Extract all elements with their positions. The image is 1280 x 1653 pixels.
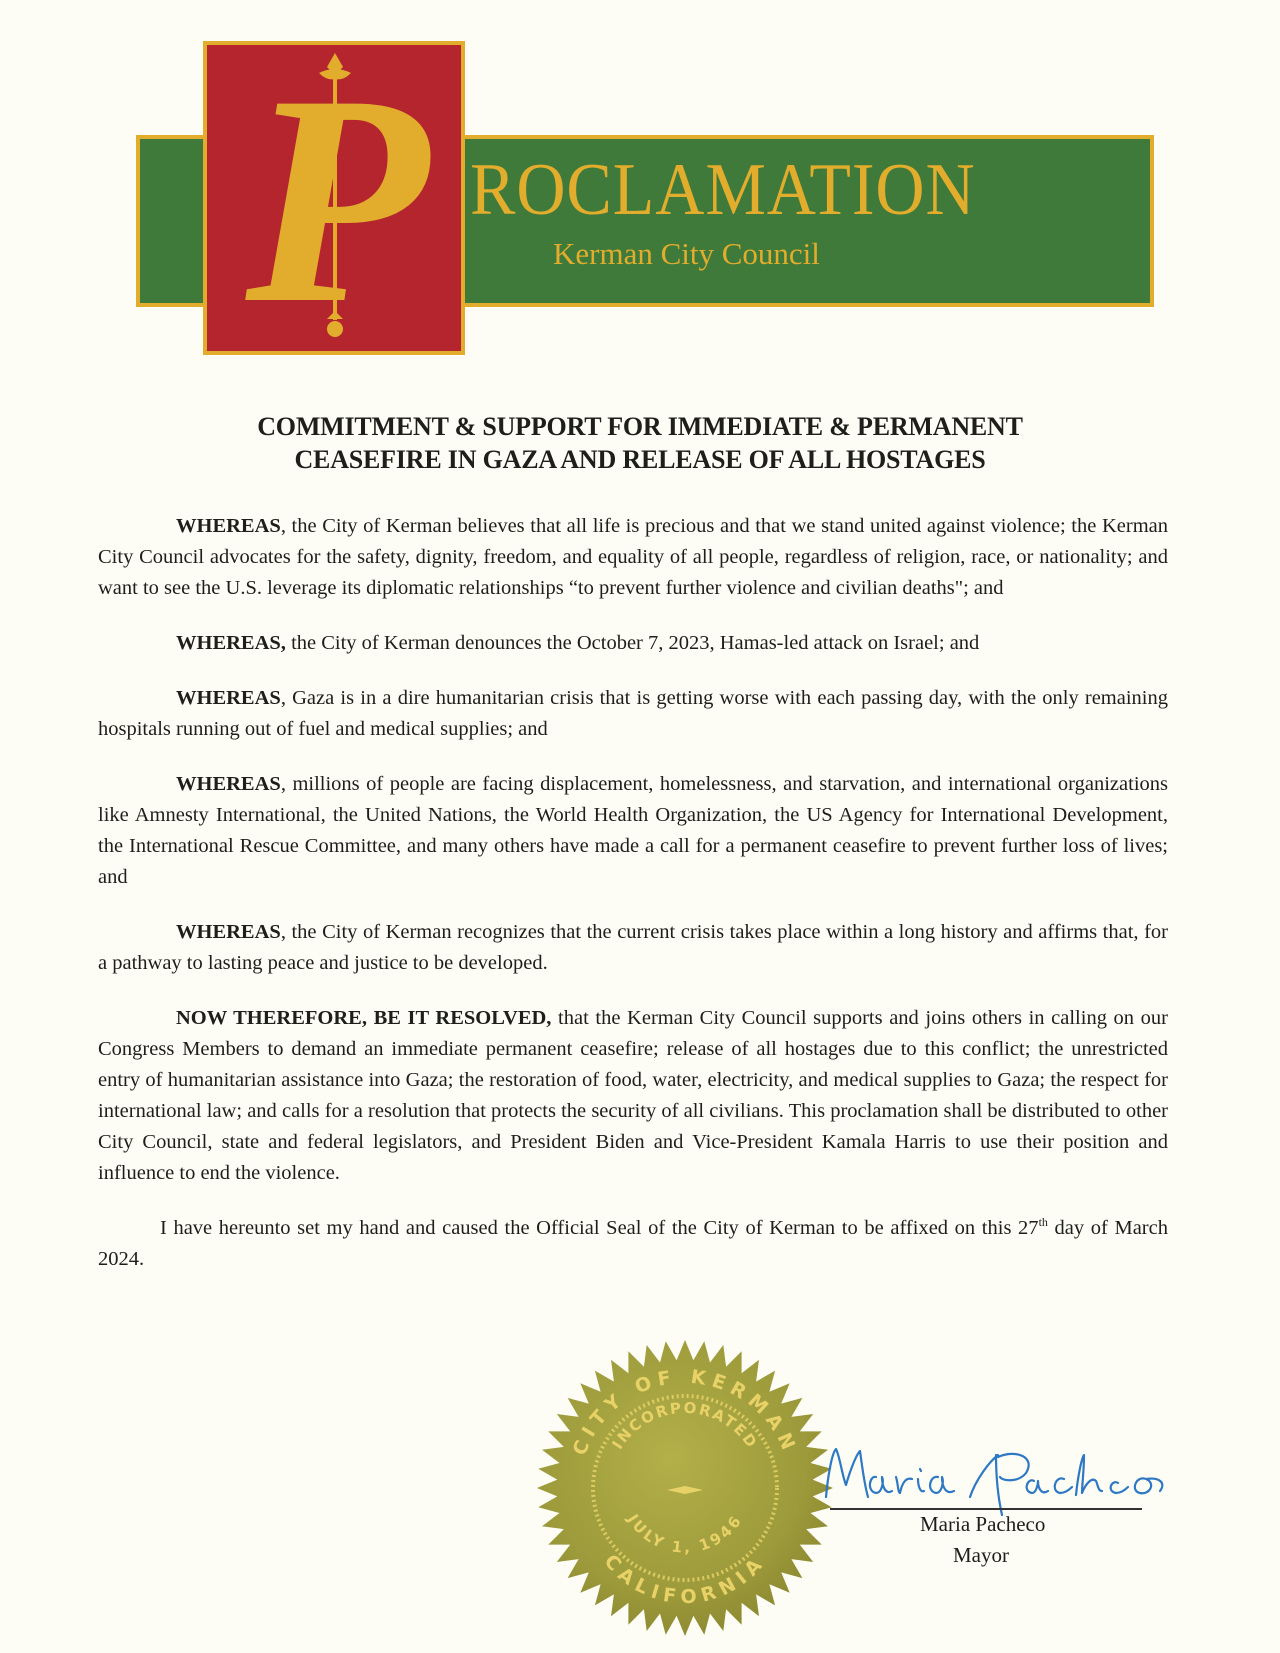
document-body [98, 511, 1168, 1299]
whereas-paragraph-3 [98, 683, 1168, 745]
paragraph-lead: WHEREAS, [176, 632, 286, 654]
logo-subtitle: Kerman City Council [553, 236, 820, 271]
whereas-paragraph-4 [98, 769, 1168, 893]
title-line-2: CEASEFIRE IN GAZA AND RELEASE OF ALL HOSTAGES [294, 445, 986, 474]
logo-red-box [203, 41, 465, 355]
paragraph-text: , millions of people are facing displacement, homelessness, and starvation, and international organizations like Amnesty International, the United Nations, the World Health Organization, the US Agency for International Development, the International Rescue Committee, and many others have made a call for a permanent ceasefire to prevent further loss of lives; and [98, 773, 1168, 888]
seal-outer-bottom-text: CALIFORNIA [599, 1550, 771, 1609]
whereas-paragraph-2 [98, 628, 1168, 659]
ordinal-suffix: th [1038, 1215, 1048, 1230]
paragraph-text: the City of Kerman denounces the October 7, 2023, Hamas-led attack on Israel; and [285, 632, 980, 654]
seal-inner-top-text: INCORPORATED [608, 1398, 762, 1453]
closing-text: I have hereunto set my hand and caused the Official Seal of the City of Kerman to be affixed on this 27 [160, 1217, 1039, 1239]
document-title [130, 410, 1150, 476]
signer-title: Mayor [953, 1543, 1009, 1567]
paragraph-lead: WHEREAS [176, 921, 281, 943]
paragraph-text: , Gaza is in a dire humanitarian crisis that is getting worse with each passing day, with the only remaining hospitals running out of fuel and medical supplies; and [98, 687, 1168, 740]
closing-date: day of March 2024. [98, 1217, 1168, 1270]
closing-paragraph [98, 1213, 1168, 1275]
whereas-paragraph-5 [98, 917, 1168, 979]
seal-outer-top-text: CITY OF KERMAN [568, 1365, 802, 1459]
paragraph-text: that the Kerman City Council supports and joins others in calling on our Congress Members to demand an immediate permanent ceasefire; release of all hostages due to this conflict; the unrestricted entry of humanitarian assistance into Gaza; the restoration of food, water, electricity, and medical supplies to Gaza; the respect for international law; and calls for a resolution that protects the security of all civilians. This proclamation shall be distributed to other City Council, state and federal legislators, and President Biden and Vice-President Kamala Harris to use their position and influence to end the violence. [98, 1007, 1168, 1184]
city-seal [535, 1338, 835, 1638]
logo-title: ROCLAMATION [470, 149, 976, 231]
paragraph-lead: WHEREAS [176, 515, 281, 537]
paragraph-lead: WHEREAS [176, 687, 281, 709]
logo-initial: P [245, 41, 429, 355]
paragraph-lead: NOW THEREFORE, BE IT RESOLVED, [176, 1007, 552, 1029]
signer-name: Maria Pacheco [920, 1512, 1046, 1536]
paragraph-lead: WHEREAS [176, 773, 281, 795]
whereas-paragraph-1 [98, 511, 1168, 604]
resolved-paragraph [98, 1003, 1168, 1189]
proclamation-logo [0, 0, 1280, 370]
paragraph-text: , the City of Kerman believes that all life is precious and that we stand united against violence; the Kerman City Council advocates for the safety, dignity, freedom, and equality of all people, regardless of religion, race, or nationality; and want to see the U.S. leverage its diplomatic relationships “to prevent further violence and civilian deaths"; and [98, 515, 1168, 599]
title-line-1: COMMITMENT & SUPPORT FOR IMMEDIATE & PERMANENT [257, 412, 1023, 441]
paragraph-text: , the City of Kerman recognizes that the current crisis takes place within a long history and affirms that, for a pathway to lasting peace and justice to be developed. [98, 921, 1168, 974]
seal-inner-bottom-text: JULY 1, 1946 [623, 1510, 747, 1557]
